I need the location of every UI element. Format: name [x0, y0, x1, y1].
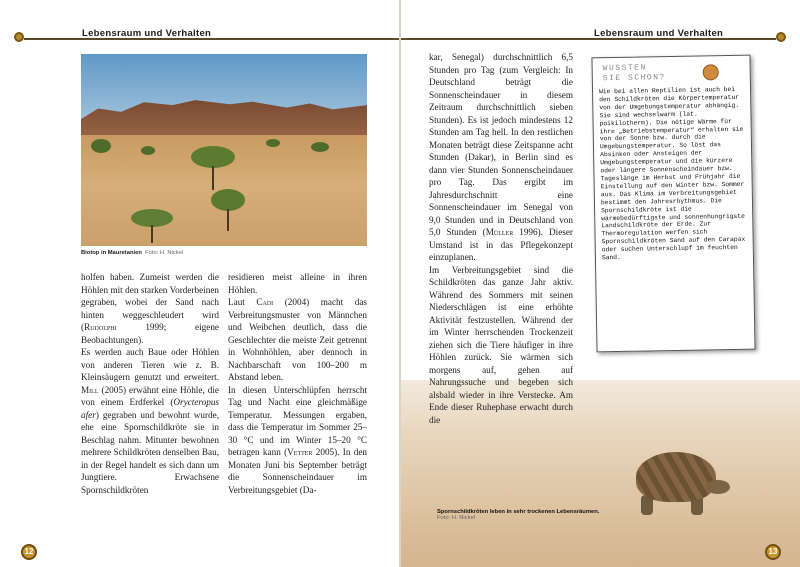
note-heading: WUSSTEN SIE SCHON?: [602, 63, 666, 84]
note-text: Wie bei allen Reptilien ist auch bei den Schildkröten die Körpertemperatur von der Umgebungstemperatur abhängig. Sie sind wechselwarm (lat. poikilotherm). Die nötige Wärme für ihre „Betriebstemperatur“ erhalten sie von der Sonne bzw. durch die Umgebungstemperatur. So löst das Absinken oder Ansteigen der Umgebungstemperatur und die kürzere oder längere Sonnenscheindauer bzw. Tageslänge im Herbst und Frühjahr die Einstellung auf den Winter bzw. Sommer aus. Das Klima im Verbreitungsgebiet bestimmt den Jahresrhythmus. Die Spornschildkröte ist die wärmebedürftigste und sonnenhungrigste Landschildkröte der Erde. Zur Thermoregulation werfen sich Spornschildkröten Sand auf den Carapax oder suchen Unterschlupf im feuchten Sand.: [598, 85, 746, 262]
photo-caption: [81, 250, 183, 256]
did-you-know-box: [591, 55, 755, 353]
body-column-2: [228, 271, 367, 496]
caption-title: Biotop in Mauretanien: [81, 250, 142, 256]
paragraph: kar, Senegal) durchschnittlich 6,5 Stunden pro Tag (zum Vergleich: In Deutschland beträgt die Sonnenscheindauer in diesem Zeitraum durchschnittlich sieben Stunden). Es ist jedoch mindestens 12 Stunden am Tag hell. In den restlichen Monaten beträgt diese Zeitspanne acht Stunden (Dakar), in Berlin sind es dann vier Stunden Sonnenscheindauer pro Tag. Das ergibt im Jahresdurchschnitt eine Sonnenscheindauer im Senegal von 9,0 Stunden und in Deutschland von 5,0 Stunden (Müller 1996). Dieser Umstand ist in das Pflegekonzept einzuplanen.: [429, 52, 573, 262]
caption-credit: Foto: H. Nickel: [437, 515, 476, 521]
paragraph: residieren meist alleine in ihren Höhlen.: [228, 272, 367, 295]
caption-title: Spornschildkröten leben in sehr trockenen Lebensräumen.: [437, 509, 600, 515]
pin-icon: [703, 64, 719, 80]
header-ornament-icon: [14, 32, 24, 42]
right-page: [401, 0, 800, 567]
tortoise-shape: [636, 452, 716, 502]
header-ornament-icon: [776, 32, 786, 42]
paragraph: holfen haben. Zumeist werden die Höhlen mit den starken Vorderbeinen gegraben, wobei der Sand nach hinten weggeschleudert wird (Rudolphi 1999; eigene Beobachtungen).: [81, 272, 219, 345]
caption-credit: Foto: H. Nickel: [145, 250, 184, 256]
paragraph: Es werden auch Baue oder Höhlen von anderen Tieren wie z. B. Kleinsäugern genutzt und erweitert. Mill (2005) erwähnt eine Höhle, die von einem Erdferkel (Orycteropus afer) gegraben und bewohnt wurde, ehe eine Spornschildkröte sie in Beschlag nahm. Mitunter bewohnen mehrere Schildkröten denselben Bau, in der Regel handelt es sich dann um Jungtiere. Erwachsene Spornschildkröten: [81, 347, 219, 495]
paragraph: Im Verbreitungsgebiet sind die Schildkröten das ganze Jahr aktiv. Während des Sommers mit seinen Niederschlägen ist eine erhöhte Aktivität festzustellen. Während der im Winter herrschenden Trockenzeit ziehen sich die Tiere häufiger in ihre Höhlen zurück. Sie wärmen sich morgens auf, gehen auf Nahrungssuche und begeben sich alsbald wieder in ihre Verstecke. Am Ende dieser Ruhephase erwacht durch die: [429, 264, 573, 425]
page-number: 12: [21, 544, 37, 560]
paragraph: Laut Cadi (2004) macht das Verbreitungsmuster von Männchen und Weibchen deutlich, dass die Geschlechter die meiste Zeit getrennt in Wohnhöhlen, aber dennoch in Nachbarschaft von 100–200 m Abstand leben.: [228, 297, 367, 382]
photo-caption: [437, 509, 607, 521]
header-rule: [24, 38, 399, 40]
body-column-1: [81, 271, 219, 496]
left-page: [0, 0, 399, 567]
body-column-1: [429, 51, 573, 426]
header-title: Lebensraum und Verhalten: [82, 28, 212, 39]
biotope-photo: [81, 54, 367, 246]
header-title: Lebensraum und Verhalten: [594, 28, 724, 39]
paragraph: In diesen Unterschlüpfen herrscht Tag und Nacht eine gleichmäßige Temperatur. Messungen ergaben, dass die Temperatur im Sommer 25–30 °C und im Winter 15–20 °C betragen kann (Vetter 2005). In den Monaten Juni bis September beträgt die Sonnenscheindauer im Verbreitungsgebiet (Da-: [228, 384, 367, 495]
page-number: 13: [765, 544, 781, 560]
